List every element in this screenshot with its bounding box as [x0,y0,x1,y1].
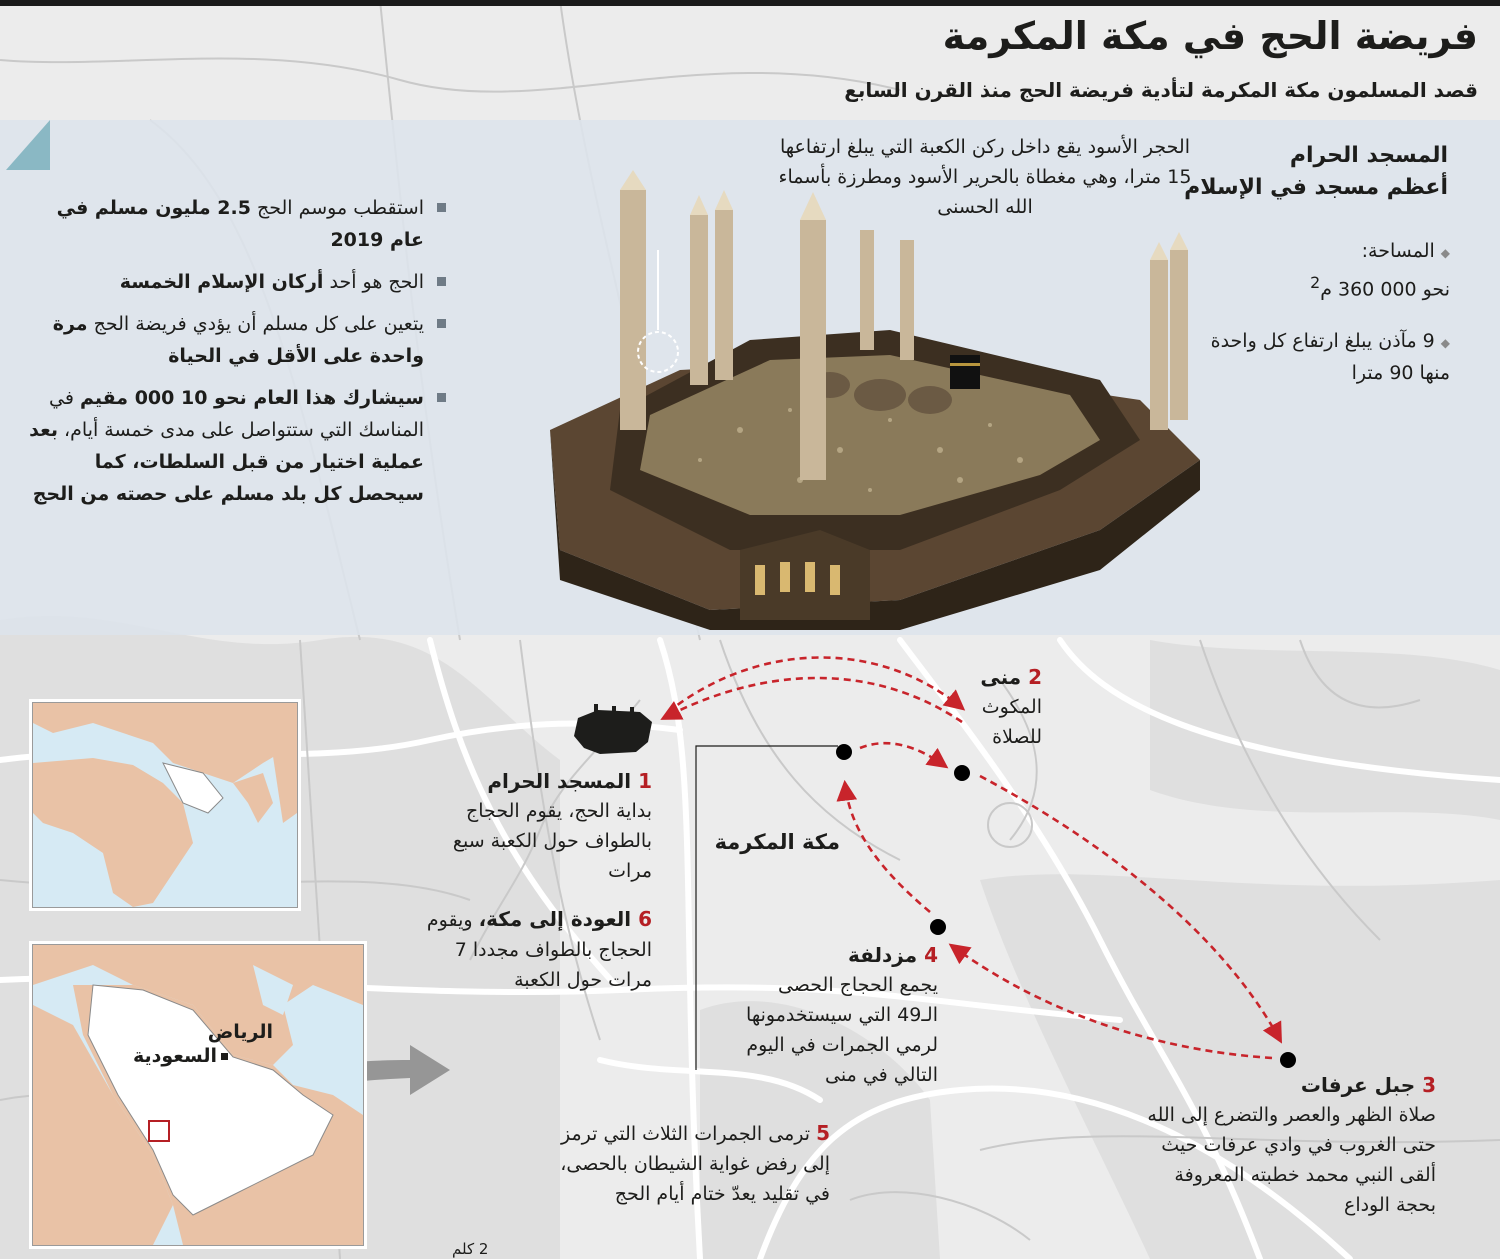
corner-triangle-icon [6,120,50,170]
diamond-bullet-icon: ◆ [1440,246,1450,260]
fact-item: الحج هو أحد أركان الإسلام الخمسة [28,266,448,298]
scale-label: 2 كلم [452,1240,489,1258]
location-marker-icon [954,765,970,781]
top-rule [0,0,1500,6]
mosque-minarets: ◆9 مآذن يبلغ ارتفاع كل واحدة منها 90 مترا [1210,330,1450,384]
facts-list [28,192,448,520]
fact-item: يتعين على كل مسلم أن يؤدي فريضة الحج مرة واحدة على الأقل في الحياة [28,308,448,372]
stop-1-label: 1 المسجد الحرام بداية الحج، يقوم الحجاج بالطواف حول الكعبة سبع مرات [452,769,652,882]
black-stone-note: الحجر الأسود يقع داخل ركن الكعبة التي يبلغ ارتفاعها 15 مترا، وهي مغطاة بالحرير الأسود ومطرزة بأسماء الله الحسنى [778,136,1192,218]
stop-3-label: 3 جبل عرفات صلاة الظهر والعصر والتضرع إلى الله حتى الغروب في وادي عرفات حيث ألقى النبي محمد خطبته المعروفة بحجة الوداع [1147,1073,1436,1216]
page-title: فريضة الحج في مكة المكرمة [942,14,1478,58]
stop-5-label: 5 ترمى الجمرات الثلاث التي ترمز إلى رفض غواية الشيطان بالحصى، في تقليد يعدّ ختام أيام الحج [560,1121,830,1205]
country-label: السعودية [132,1045,217,1067]
mosque-heading [1184,140,1448,204]
grand-mosque-image [540,170,1220,630]
stop-2-label: 2 منى المكوث للصلاة [980,665,1042,748]
mosque-name: المسجد الحرام [1289,143,1448,168]
page-subtitle: قصد المسلمون مكة المكرمة لتأدية فريضة الحج منذ القرن السابع [844,78,1478,102]
location-marker-icon [930,919,946,935]
fact-item: سيشارك هذا العام نحو 10 000 مقيم في المناسك التي ستتواصل على مدى خمسة أيام، بعد عملية اختيار من قبل السلطات، كما سيحصل كل بلد مسلم على حصته من الحج [28,382,448,510]
location-marker-icon [1280,1052,1296,1068]
fact-item: استقطب موسم الحج 2.5 مليون مسلم في عام 2019 [28,192,448,256]
diamond-bullet-icon: ◆ [1440,336,1450,350]
location-marker-icon [836,744,852,760]
mosque-area: ◆المساحة: نحو 000 360 م$^2$ [1310,240,1450,301]
stop-4-label: 4 مزدلفة يجمع الحجاج الحصى الـ49 التي سيستخدمونها لرمي الجمرات في اليوم التالي في منى [746,943,938,1086]
mosque-tagline: أعظم مسجد في الإسلام [1184,175,1448,200]
capital-label: الرياض [207,1021,273,1043]
world-inset-map [32,702,298,908]
stop-6-label: 6 العودة إلى مكة، ويقوم الحجاج بالطواف مجددا 7 مرات حول الكعبة [426,907,652,991]
city-label: مكة المكرمة [714,830,840,854]
saudi-inset-map [32,944,364,1246]
